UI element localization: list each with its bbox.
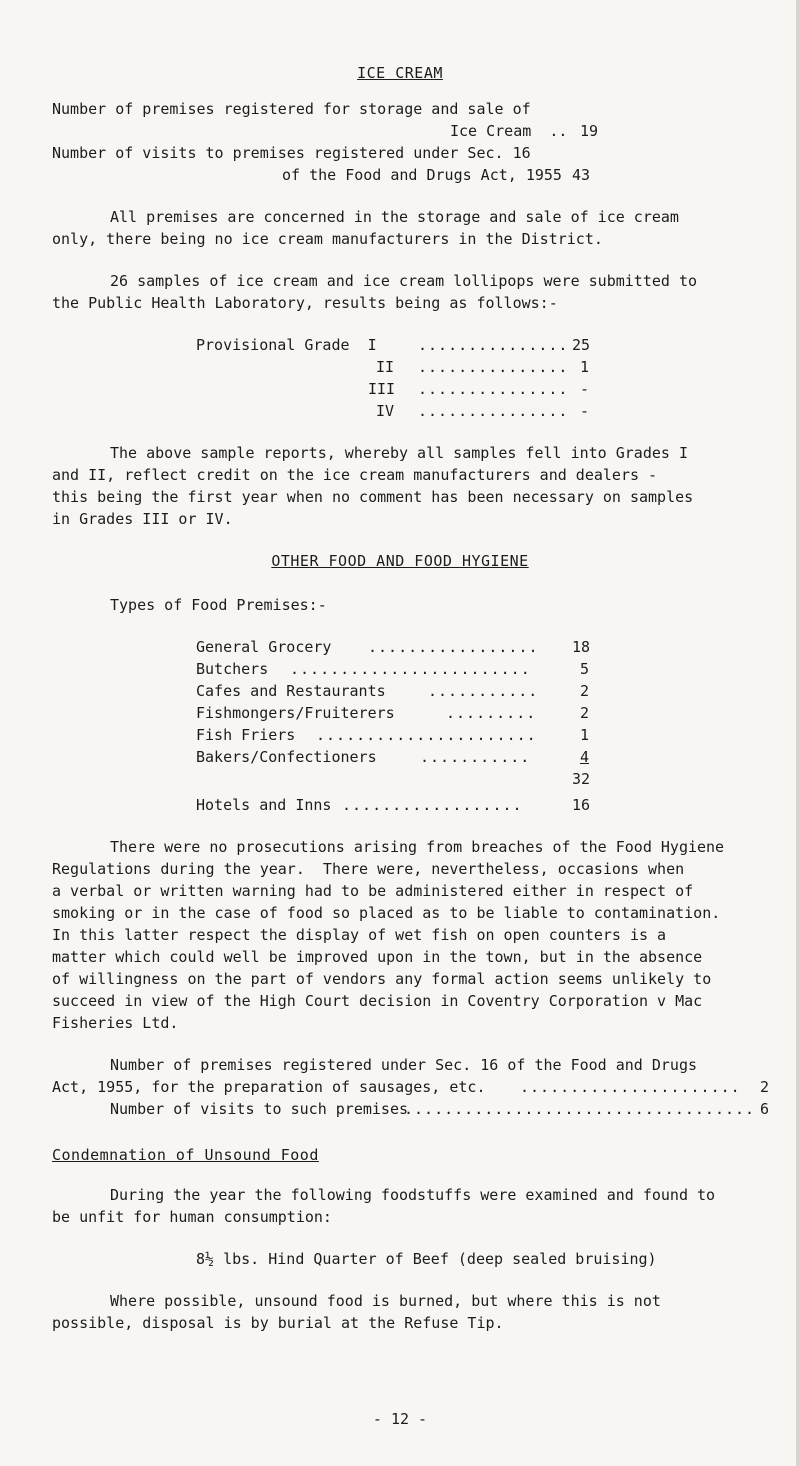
paragraph-line: smoking or in the case of food so placed as to be liable to contamination.	[52, 904, 721, 922]
paragraph-line: All premises are concerned in the storage and sale of ice cream	[110, 208, 679, 226]
registered-value: 19	[580, 122, 599, 140]
leader-dots: .................	[368, 638, 539, 656]
leader-dots: ...........	[420, 748, 531, 766]
leader-dots: ...................................	[404, 1100, 756, 1118]
premises-label: Cafes and Restaurants	[196, 682, 386, 700]
page-number: - 12 -	[372, 1410, 428, 1428]
leader-dots: .........	[446, 704, 537, 722]
paragraph-line: Regulations during the year. There were, nevertheless, occasions when	[52, 860, 685, 878]
premises-label: Fish Friers	[196, 726, 296, 744]
sausage-visits-value: 6	[760, 1100, 770, 1118]
condemned-item: 8½ lbs. Hind Quarter of Beef (deep sealed bruising)	[196, 1250, 657, 1268]
hotels-value: 16	[572, 796, 591, 814]
leader-dots: ...............	[418, 336, 569, 354]
paragraph-line: The above sample reports, whereby all samples fell into Grades I	[110, 444, 688, 462]
registered-line1: Number of premises registered for storage and sale of	[52, 100, 531, 118]
grade-value: 1	[580, 358, 590, 376]
leader-dots: ...............	[418, 358, 569, 376]
paragraph-line: In this latter respect the display of wet fish on open counters is a	[52, 926, 667, 944]
premises-value: 4	[580, 748, 590, 766]
sausage-value: 2	[760, 1078, 770, 1096]
page-edge	[796, 0, 800, 1466]
section-heading-ice-cream: ICE CREAM	[357, 64, 443, 82]
premises-value: 18	[572, 638, 591, 656]
paragraph-line: be unfit for human consumption:	[52, 1208, 332, 1226]
visits-line2-label: of the Food and Drugs Act, 1955	[282, 166, 562, 184]
paragraph-line: a verbal or written warning had to be administered either in respect of	[52, 882, 694, 900]
paragraph-line: possible, disposal is by burial at the Refuse Tip.	[52, 1314, 504, 1332]
sausage-line2-label: Act, 1955, for the preparation of sausages, etc.	[52, 1078, 486, 1096]
leader-dots: ...........	[428, 682, 539, 700]
visits-line1: Number of visits to premises registered under Sec. 16	[52, 144, 531, 162]
paragraph-line: and II, reflect credit on the ice cream manufacturers and dealers -	[52, 466, 658, 484]
paragraph-line: only, there being no ice cream manufacturers in the District.	[52, 230, 603, 248]
premises-label: General Grocery	[196, 638, 332, 656]
section-heading-other-food: OTHER FOOD AND FOOD HYGIENE	[271, 552, 529, 570]
paragraph-line: Where possible, unsound food is burned, but where this is not	[110, 1292, 661, 1310]
leader-dots: ........................	[290, 660, 531, 678]
leader-dots: ......................	[520, 1078, 741, 1096]
paragraph-line: this being the first year when no comment has been necessary on samples	[52, 488, 694, 506]
paragraph-line: in Grades III or IV.	[52, 510, 233, 528]
premises-value: 2	[580, 682, 590, 700]
paragraph-line: 26 samples of ice cream and ice cream lollipops were submitted to	[110, 272, 697, 290]
grade-value: 25	[572, 336, 591, 354]
grade-label: III	[368, 380, 396, 398]
premises-value: 1	[580, 726, 590, 744]
paragraph-line: matter which could well be improved upon in the town, but in the absence	[52, 948, 703, 966]
types-label: Types of Food Premises:-	[110, 596, 327, 614]
paragraph-line: Fisheries Ltd.	[52, 1014, 179, 1032]
leader-dots: ...............	[418, 380, 569, 398]
leader-dots: ..................	[342, 796, 523, 814]
sausage-visits-label: Number of visits to such premises	[110, 1100, 409, 1118]
grade-label: IV	[376, 402, 395, 420]
visits-value: 43	[572, 166, 591, 184]
grade-label: II	[376, 358, 395, 376]
grade-value: -	[580, 380, 590, 398]
paragraph-line: of willingness on the part of vendors any formal action seems unlikely to	[52, 970, 712, 988]
premises-value: 5	[580, 660, 590, 678]
hotels-label: Hotels and Inns	[196, 796, 332, 814]
sausage-line1: Number of premises registered under Sec. 16 of the Food and Drugs	[110, 1056, 697, 1074]
grade-value: -	[580, 402, 590, 420]
leader-dots: ...............	[418, 402, 569, 420]
premises-label: Bakers/Confectioners	[196, 748, 377, 766]
paragraph-line: There were no prosecutions arising from breaches of the Food Hygiene	[110, 838, 725, 856]
premises-total: 32	[572, 770, 591, 788]
paragraph-line: succeed in view of the High Court decision in Coventry Corporation v Mac	[52, 992, 703, 1010]
registered-line2-label: Ice Cream ..	[450, 122, 568, 140]
premises-value: 2	[580, 704, 590, 722]
premises-label: Butchers	[196, 660, 269, 678]
premises-label: Fishmongers/Fruiterers	[196, 704, 395, 722]
paragraph-line: During the year the following foodstuffs were examined and found to	[110, 1186, 716, 1204]
leader-dots: ......................	[316, 726, 537, 744]
grade-label: Provisional Grade I	[196, 336, 377, 354]
section-heading-condemnation: Condemnation of Unsound Food	[52, 1146, 319, 1164]
paragraph-line: the Public Health Laboratory, results being as follows:-	[52, 294, 558, 312]
